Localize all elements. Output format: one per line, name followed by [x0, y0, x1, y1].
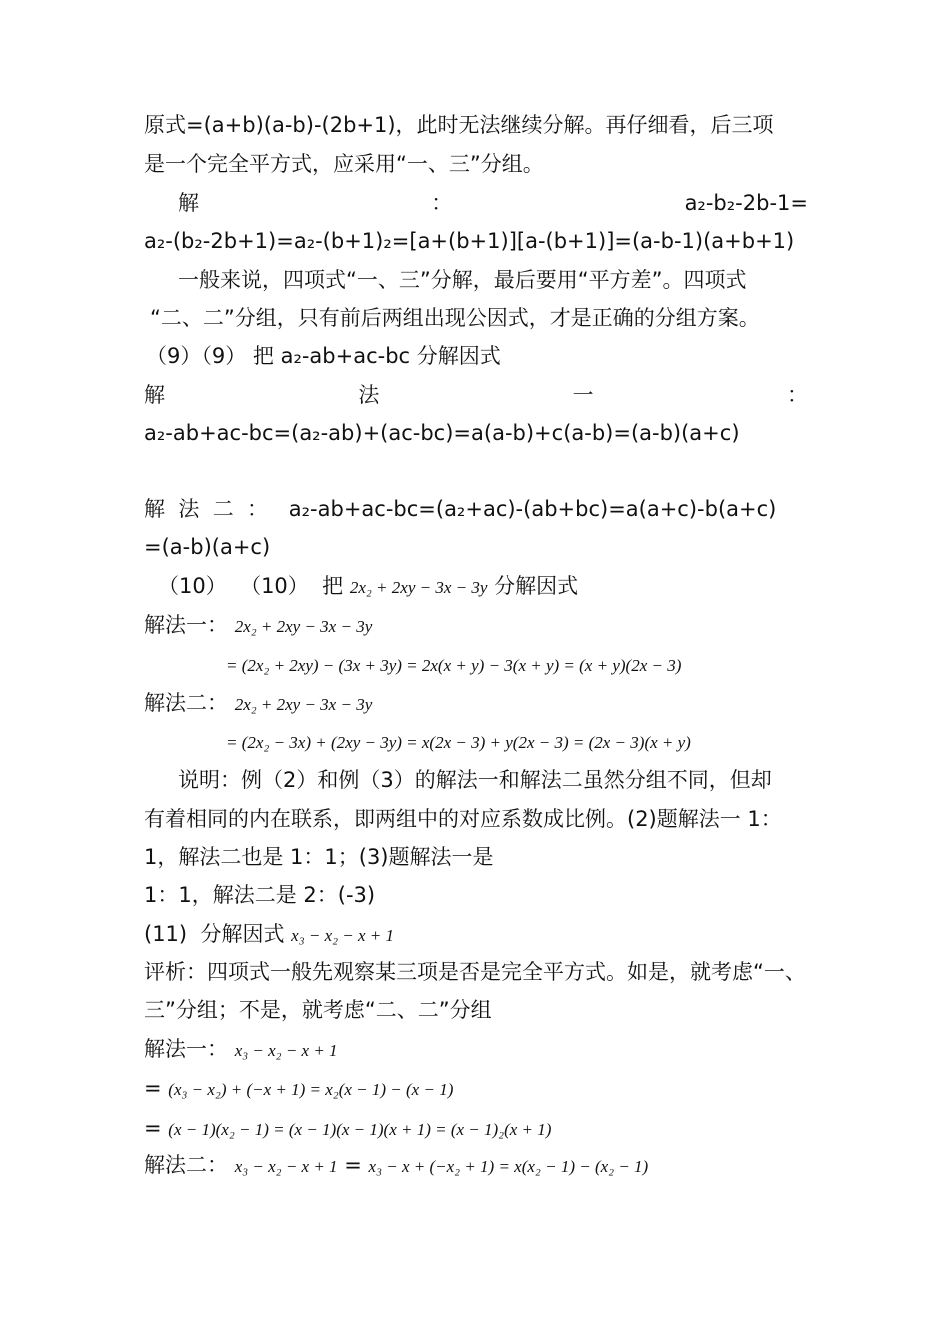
text-fragment: 解法二： [144, 691, 228, 715]
math-expression: = (2x₂ − 3x) + (2xy − 3y) = x(2x − 3) + y(2x − 3) = (2x − 3)(x + y) [226, 733, 691, 752]
text-line [144, 490, 808, 528]
text-fragment: ： [786, 383, 808, 407]
text-fragment: a₂-b₂-2b-1= [684, 191, 808, 215]
text-line: 原式=(a+b)(a-b)-(2b+1)，此时无法继续分解。再仔细看，后三项 [144, 113, 774, 137]
math-expression: (x − 1)(x₂ − 1) = (x − 1)(x − 1)(x + 1) = (x − 1)₂(x + 1) [168, 1120, 552, 1139]
math-line [226, 647, 681, 685]
math-expression: = (2x₂ + 2xy) − (3x + 3y) = 2x(x + y) − 3(x + y) = (x + y)(2x − 3) [226, 656, 682, 675]
text-line [144, 915, 808, 953]
text-line: 是一个完全平方式，应采用“一、三”分组。 [144, 152, 544, 176]
math-expression: 2x₂ + 2xy − 3x − 3y [234, 617, 373, 636]
text-line: 说明：例（2）和例（3）的解法一和解法二虽然分组不同，但却 [178, 768, 772, 792]
text-fragment: 解 [178, 191, 199, 215]
text-line: 有着相同的内在联系，即两组中的对应系数成比例。(2)题解法一 1： [144, 807, 782, 831]
text-line [158, 567, 822, 605]
text-fragment: = [144, 1116, 162, 1140]
math-expression: 2x₂ + 2xy − 3x − 3y [349, 578, 488, 597]
text-line: 评析：四项式一般先观察某三项是否是完全平方式。如是，就考虑“一、 [144, 960, 806, 984]
text-line: 1，解法二也是 1：1；(3)题解法一是 [144, 845, 494, 869]
text-line [144, 1030, 808, 1068]
text-fragment: 解 [144, 383, 165, 407]
text-line: “二、二”分组，只有前后两组出现公因式，才是正确的分组方案。 [150, 306, 760, 330]
text-fragment: 法 [358, 383, 380, 407]
text-line: 一般来说，四项式“一、三”分解，最后要用“平方差”。四项式 [178, 268, 747, 292]
math-expression: 2x₂ + 2xy − 3x − 3y [234, 695, 373, 714]
text-line: a₂-ab+ac-bc=(a₂-ab)+(ac-bc)=a(a-b)+c(a-b)=(a-b)(a+c) [144, 421, 740, 445]
text-line [144, 684, 808, 722]
text-fragment: （10） （10） 把 [158, 574, 344, 598]
text-fragment: = [144, 1076, 162, 1100]
math-expression: x₃ − x + (−x₂ + 1) = x(x₂ − 1) − (x₂ − 1) [368, 1157, 649, 1176]
text-fragment: (11) 分解因式 [144, 922, 285, 946]
text-line-justified [144, 376, 808, 414]
text-line: a₂-(b₂-2b+1)=a₂-(b+1)₂=[a+(b+1)][a-(b+1)]=(a-b-1)(a+b+1) [144, 229, 795, 253]
text-line-justified [144, 184, 808, 222]
math-expression: x₃ − x₂ − x + 1 [234, 1041, 338, 1060]
text-line: （9）（9） 把 a₂-ab+ac-bc 分解因式 [146, 344, 501, 368]
text-fragment: = [344, 1153, 362, 1177]
text-line: 1：1，解法二是 2：(-3) [144, 883, 376, 907]
text-fragment: 解法二： [144, 1153, 228, 1177]
math-expression: (x₃ − x₂) + (−x + 1) = x₂(x − 1) − (x − 1) [168, 1080, 454, 1099]
text-fragment: 解法一： [144, 613, 228, 637]
text-fragment: 解 法 二 ： [144, 497, 269, 521]
text-line: 三”分组；不是，就考虑“二、二”分组 [144, 998, 492, 1022]
math-expression: x₃ − x₂ − x + 1 [234, 1157, 338, 1176]
math-expression: x₃ − x₂ − x + 1 [291, 926, 395, 945]
text-fragment: 解法一： [144, 1037, 228, 1061]
text-line [144, 1109, 808, 1147]
text-fragment: 分解因式 [494, 574, 579, 598]
text-line [144, 1146, 808, 1184]
text-line [144, 606, 808, 644]
text-fragment: 一 [572, 383, 594, 407]
text-line [144, 1069, 808, 1107]
text-fragment: ： [431, 191, 453, 215]
math-line [226, 724, 691, 762]
text-line: =(a-b)(a+c) [144, 535, 271, 559]
text-fragment: a₂-ab+ac-bc=(a₂+ac)-(ab+bc)=a(a+c)-b(a+c) [288, 497, 777, 521]
